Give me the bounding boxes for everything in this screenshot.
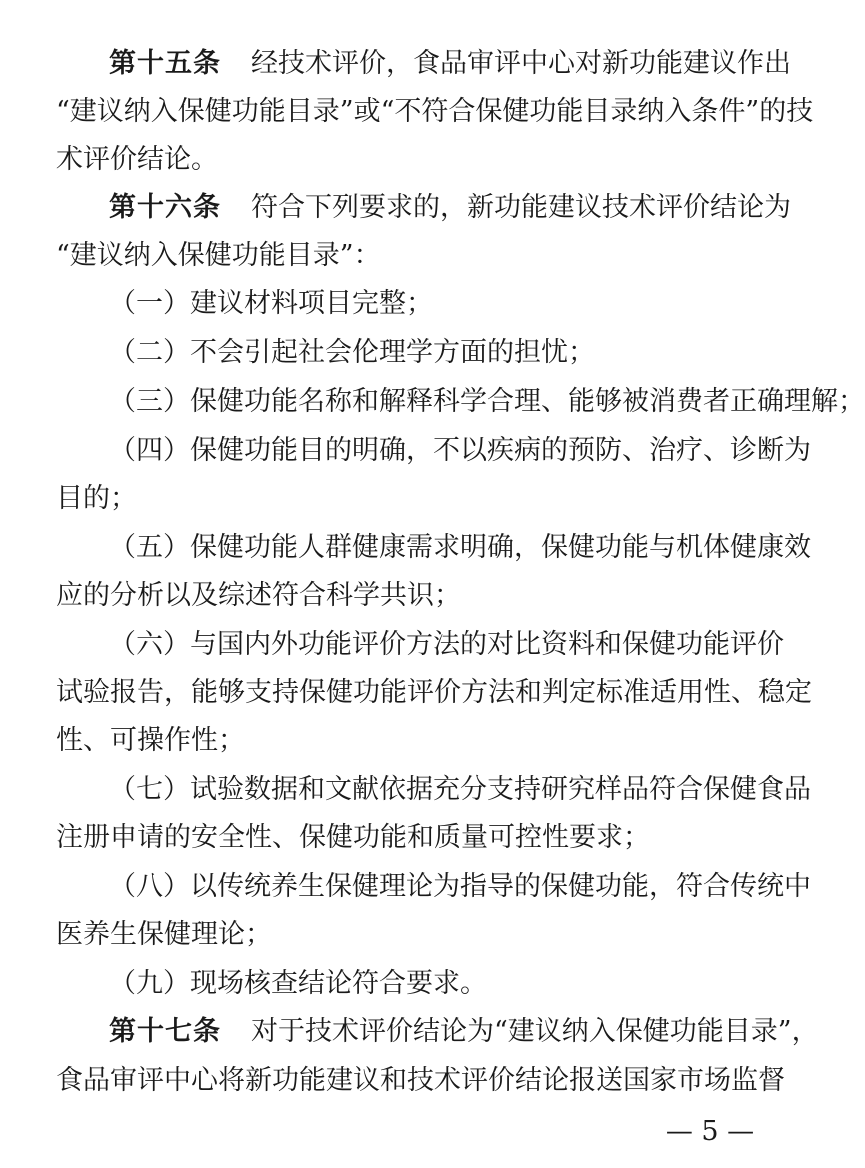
article-15-line-3: 术评价结论。: [56, 144, 218, 175]
item-5-line-2: 应的分析以及综述符合科学共识；: [56, 580, 461, 611]
article-17-text: 对于技术评价结论为“建议纳入保健功能目录”，: [251, 1016, 819, 1047]
item-3-line-1: （三）保健功能名称和解释科学合理、能够被消费者正确理解；: [109, 386, 865, 417]
article-17-line-1: [109, 1010, 819, 1054]
item-8-line-1: （八）以传统养生保健理论为指导的保健功能，符合传统中: [109, 871, 811, 902]
item-4-line-1: （四）保健功能目的明确，不以疾病的预防、治疗、诊断为: [109, 435, 811, 466]
article-15-line-2: “建议纳入保健功能目录”或“不符合保健功能目录纳入条件”的技: [56, 96, 814, 127]
article-15-number: 第十五条: [109, 48, 221, 79]
item-6-line-3: 性、可操作性；: [56, 725, 245, 756]
article-16-text: 符合下列要求的，新功能建议技术评价结论为: [251, 192, 791, 223]
article-16-line-1: [109, 186, 791, 230]
item-5-line-1: （五）保健功能人群健康需求明确，保健功能与机体健康效: [109, 532, 811, 563]
item-8-line-2: 医养生保健理论；: [56, 919, 272, 950]
item-7-line-2: 注册申请的安全性、保健功能和质量可控性要求；: [56, 822, 650, 853]
item-4-line-2: 目的；: [56, 483, 137, 514]
article-15-text: 经技术评价，食品审评中心对新功能建议作出: [251, 48, 791, 79]
article-16-number: 第十六条: [109, 192, 221, 223]
item-6-line-2: 试验报告，能够支持保健功能评价方法和判定标准适用性、稳定: [56, 677, 812, 708]
item-2-line-1: （二）不会引起社会伦理学方面的担忧；: [109, 337, 595, 368]
item-1-line-1: （一）建议材料项目完整；: [109, 288, 433, 319]
article-17-number: 第十七条: [109, 1016, 221, 1047]
item-9-line-1: （九）现场核查结论符合要求。: [109, 968, 487, 999]
article-16-line-2: “建议纳入保健功能目录”：: [56, 240, 381, 271]
item-6-line-1: （六）与国内外功能评价方法的对比资料和保健功能评价: [109, 629, 784, 660]
article-17-line-2: 食品审评中心将新功能建议和技术评价结论报送国家市场监督: [56, 1065, 785, 1096]
article-15-line-1: [109, 42, 791, 86]
item-7-line-1: （七）试验数据和文献依据充分支持研究样品符合保健食品: [109, 774, 811, 805]
page-number: — 5 —: [665, 1116, 755, 1147]
